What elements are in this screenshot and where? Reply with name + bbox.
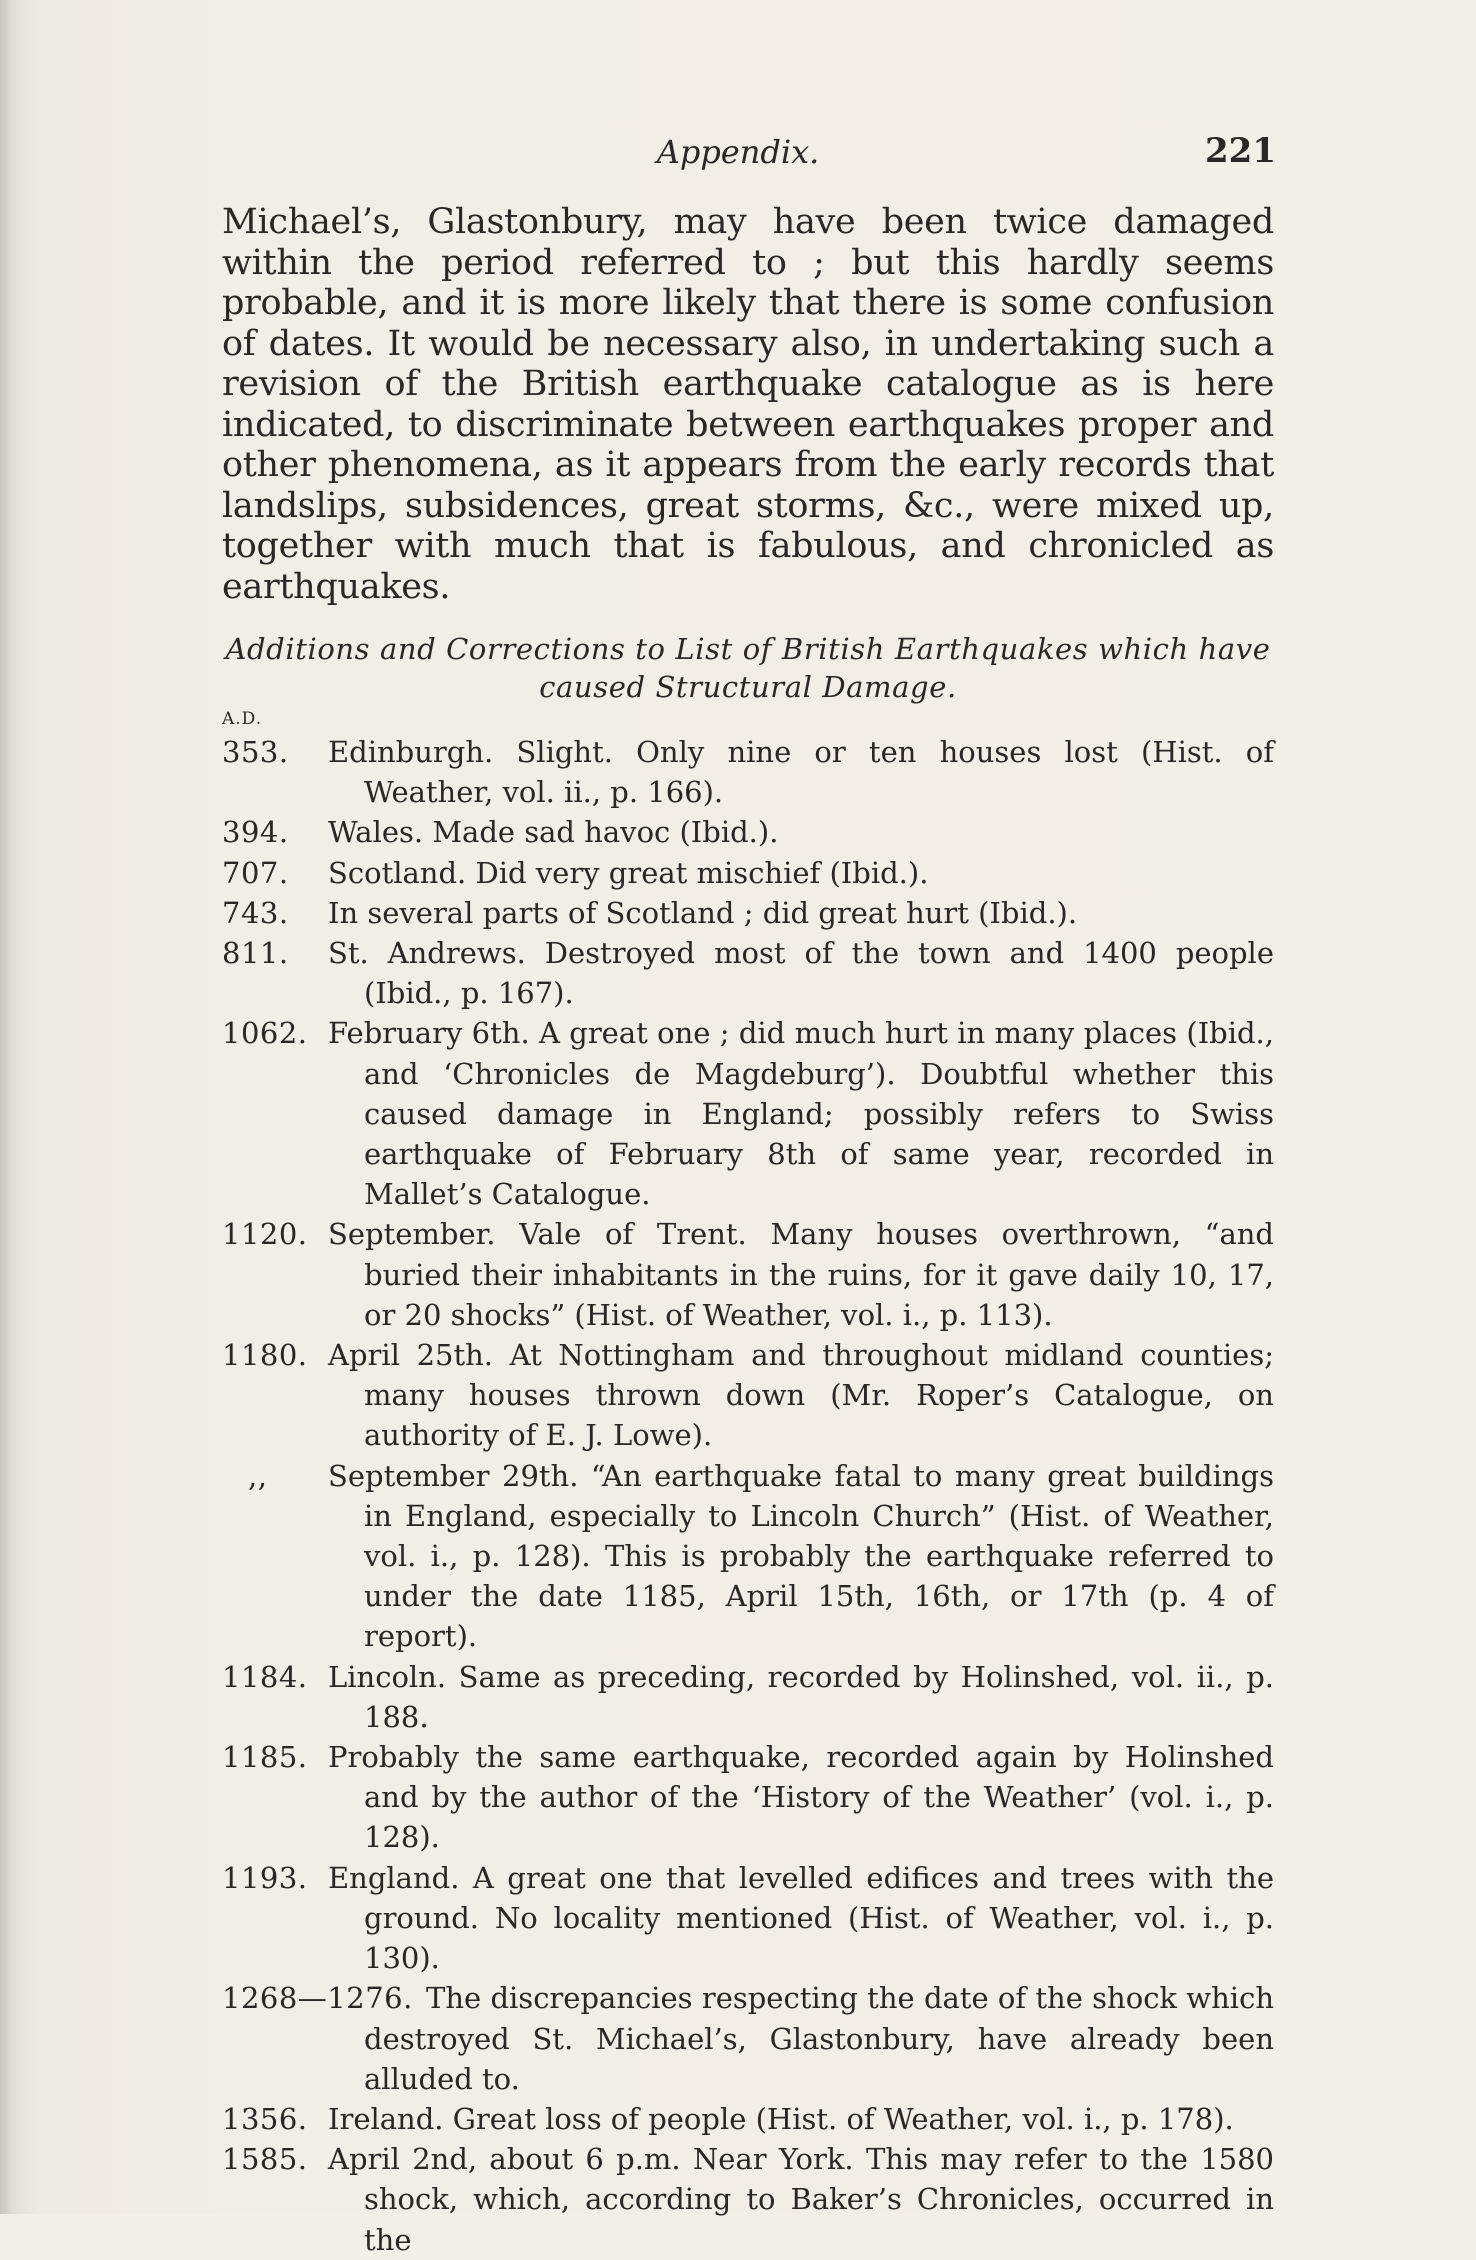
entry-year: 1193.	[222, 1860, 308, 1895]
entry-text: Ireland. Great loss of people (Hist. of Weather, vol. i., p. 178).	[328, 2101, 1234, 2136]
entry-year: 811.	[222, 936, 289, 971]
entry-year: 394.	[222, 815, 289, 850]
entry-year: 1120.	[222, 1217, 308, 1252]
running-head	[0, 133, 1476, 183]
entry-year: 1268—1276.	[222, 1981, 413, 2016]
list-item	[222, 2099, 1274, 2139]
section-heading: Additions and Corrections to List of British Earthquakes which have caused Structural Damage.	[225, 632, 1271, 704]
intro-paragraph: Michael’s, Glastonbury, may have been twice damaged within the period referred to ; but this hardly seems probable, and it is more likely that there is some confusion of dates. It would be necessary also, in undertaking such a revision of the British earthquake catalogue as is here indicated, to discriminate between earthquakes proper and other phenomena, as it appears from the early records that landslips, subsidences, great storms, &c., were mixed up, together with much that is fabulous, and chronicled as earthquakes.	[222, 202, 1274, 607]
entry-text: September 29th. “An earthquake fatal to many great buildings in England, especially to Lincoln Church” (Hist. of Weather, vol. i., p. 128). This is probably the earthquake referred to under the date 1185, April 15th, 16th, or 17th (p. 4 of report).	[328, 1458, 1274, 1654]
list-item	[222, 1214, 1274, 1335]
entry-text: April 2nd, about 6 p.m. Near York. This may refer to the 1580 shock, which, according to Baker’s Chronicles, occurred in the	[328, 2142, 1274, 2257]
page-number: 221	[1205, 131, 1276, 171]
entry-text: Edinburgh. Slight. Only nine or ten houses lost (Hist. of Weather, vol. ii., p. 166).	[328, 735, 1274, 810]
entry-year: 1180.	[222, 1338, 308, 1373]
earthquake-list	[222, 732, 1274, 2260]
list-item	[222, 1858, 1274, 1979]
entry-text: Scotland. Did very great mischief (Ibid.).	[328, 855, 929, 890]
list-item	[222, 1013, 1274, 1214]
entry-year: 353.	[222, 735, 289, 769]
list-item	[222, 1335, 1274, 1456]
list-item	[222, 933, 1274, 1013]
entry-text: The discrepancies respecting the date of the shock which destroyed St. Michael’s, Glastonbury, have already been alluded to.	[364, 1981, 1274, 2096]
list-item	[222, 732, 1274, 812]
entry-year: ,,	[248, 1458, 268, 1493]
entry-text: Wales. Made sad havoc (Ibid.).	[328, 815, 779, 850]
list-item	[222, 1456, 1274, 1657]
entry-text: April 25th. At Nottingham and throughout midland counties; many houses thrown down (Mr. Roper’s Catalogue, on authority of E. J. Lowe).	[328, 1338, 1274, 1453]
entry-text: Probably the same earthquake, recorded again by Holinshed and by the author of the ‘History of the Weather’ (vol. i., p. 128).	[328, 1740, 1274, 1855]
entry-text: In several parts of Scotland ; did great hurt (Ibid.).	[328, 895, 1078, 930]
entry-year: 743.	[222, 895, 289, 930]
entry-year: 1356.	[222, 2101, 308, 2136]
entry-year: 1062.	[222, 1016, 308, 1051]
entry-year: 707.	[222, 855, 289, 890]
entry-year: 1185.	[222, 1740, 308, 1775]
entry-text: England. A great one that levelled edifices and trees with the ground. No locality mentioned (Hist. of Weather, vol. i., p. 130).	[328, 1860, 1274, 1976]
entry-year: 1585.	[222, 2142, 308, 2177]
entry-year: 1184.	[222, 1659, 308, 1694]
running-head-title: Appendix.	[656, 133, 820, 171]
list-item	[222, 2139, 1274, 2260]
list-item	[222, 812, 1274, 852]
entry-text: St. Andrews. Destroyed most of the town and 1400 people (Ibid., p. 167).	[328, 936, 1274, 1011]
list-item	[222, 1657, 1274, 1737]
list-item	[222, 1978, 1274, 2099]
entry-text: February 6th. A great one ; did much hurt in many places (Ibid., and ‘Chronicles de Magdeburg’). Doubtful whether this caused damage in England; possibly refers to Swiss earthquake of February 8th of same year, recorded in Mallet’s Catalogue.	[328, 1016, 1274, 1212]
era-label: A.D.	[222, 709, 263, 729]
list-item	[222, 1737, 1274, 1858]
list-item	[222, 853, 1274, 893]
entry-text: September. Vale of Trent. Many houses overthrown, “and buried their inhabitants in the ruins, for it gave daily 10, 17, or 20 shocks” (Hist. of Weather, vol. i., p. 113).	[328, 1217, 1274, 1332]
entry-text: Lincoln. Same as preceding, recorded by Holinshed, vol. ii., p. 188.	[328, 1659, 1274, 1734]
list-item	[222, 893, 1274, 933]
